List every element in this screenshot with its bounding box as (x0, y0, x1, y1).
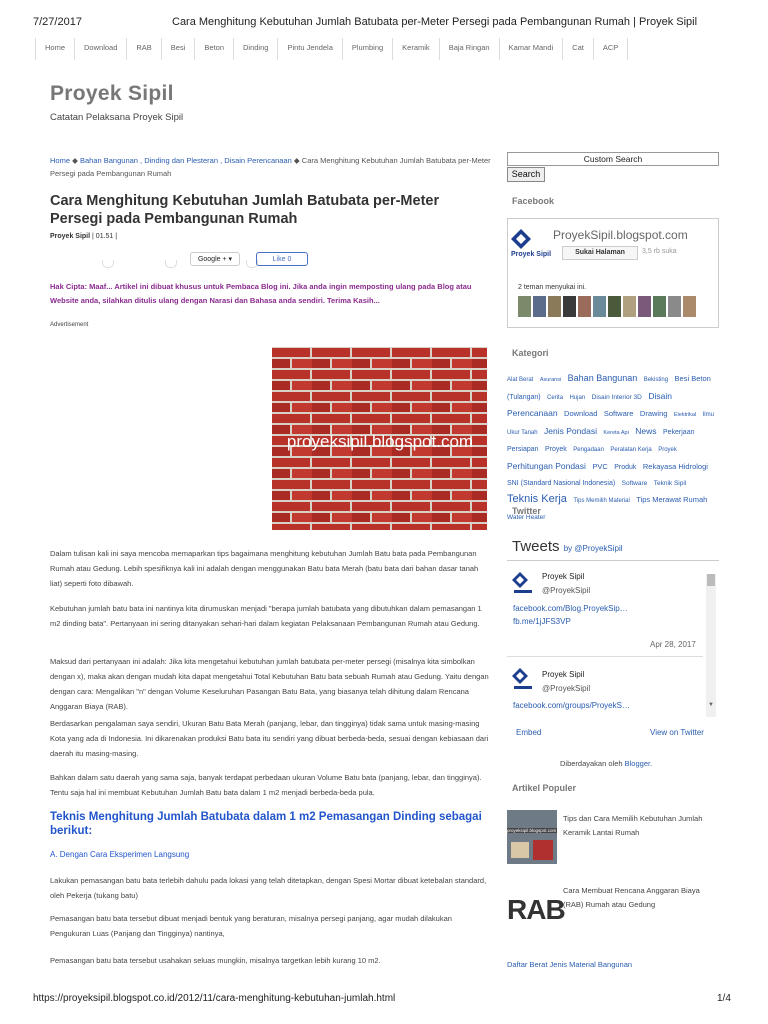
avatar[interactable] (518, 296, 531, 317)
category-label[interactable]: Pekerjaan Persiapan (507, 428, 695, 453)
blog-title[interactable]: Proyek Sipil (50, 82, 174, 105)
category-label[interactable]: Software (603, 409, 634, 418)
tweet-avatar-icon[interactable] (512, 572, 534, 596)
breadcrumb-current: Cara Menghitung Kebutuhan Jumlah Batubata per-Meter Persegi pada Pembangunan Rumah (50, 156, 491, 178)
facebook-friends-text: 2 teman menyukai ini. (518, 284, 587, 291)
breadcrumb (50, 154, 495, 180)
nav-item-pintu-jendela[interactable]: Pintu Jendela (278, 38, 342, 60)
tweet-link[interactable]: facebook.com/groups/ProyekS… (513, 701, 630, 710)
blog-description: Catatan Pelaksana Proyek Sipil (50, 112, 184, 123)
facebook-like-page-button[interactable]: Sukai Halaman (562, 246, 638, 260)
nav-item-acp[interactable]: ACP (594, 38, 628, 60)
view-on-twitter-link[interactable]: View on Twitter (650, 728, 704, 737)
share-placeholder-icon (102, 260, 114, 268)
popular-post-thumbnail[interactable]: proyeksipil.blogspot.com (507, 810, 557, 864)
post-paragraph: Pemasangan batu bata tersebut dibuat menjadi bentuk yang beraturan, misalnya persegi panjang, agar mudah dilakukan Pengukuran Luas (Panjang dan Tingginya) nantinya, (50, 914, 452, 938)
nav-item-plumbing[interactable]: Plumbing (343, 38, 393, 60)
twitter-embed-link[interactable]: Embed (516, 728, 542, 737)
category-label[interactable]: Ilmu Ukur Tanah (507, 412, 714, 436)
category-label[interactable]: Kereta Api (603, 429, 629, 436)
search-button[interactable]: Search (507, 167, 545, 182)
nav-item-baja-ringan[interactable]: Baja Ringan (440, 38, 500, 60)
avatar[interactable] (683, 296, 696, 317)
category-label[interactable]: Bekisting (643, 377, 669, 383)
powered-by: Diberdayakan oleh Blogger. (560, 759, 653, 768)
label-cloud (507, 370, 719, 525)
category-label[interactable]: Tips Merawat Rumah (636, 494, 708, 504)
post-meta (50, 233, 117, 240)
tweets-by-link[interactable]: by @ProyekSipil (563, 544, 623, 553)
nav-item-kamar-mandi[interactable]: Kamar Mandi (500, 38, 564, 60)
top-navigation (35, 38, 628, 60)
tweet-avatar-icon[interactable] (512, 668, 534, 692)
print-date: 7/27/2017 (33, 16, 82, 28)
nav-item-beton[interactable]: Beton (195, 38, 234, 60)
category-label[interactable]: Tips Memilih Material (573, 497, 630, 504)
category-label[interactable]: Alat Berat (507, 377, 534, 383)
popular-post-thumbnail[interactable]: RAB (507, 882, 557, 938)
post-paragraph: Bahkan dalam satu daerah yang sama saja, banyak terdapat perbedaan ukuran Volume Batu bata (panjang, lebar, dan tingginya). Tentu saja hal ini membuat Kebutuhan Jumlah Batu bata dalam 1 m2 menjadi berbeda-beda pula. (50, 773, 482, 797)
category-label[interactable]: Besi Beton (674, 374, 711, 383)
nav-item-keramik[interactable]: Keramik (393, 38, 440, 60)
popular-post-link[interactable]: Tips dan Cara Memilih Kebutuhan Jumlah Keramik Lantai Rumah (563, 814, 703, 837)
post-paragraph: Berdasarkan pengalaman saya sendiri, Ukuran Batu Bata Merah (panjang, lebar, dan tingginya) tidak sama untuk masing-masing Kota yang ada di Indonesia. Ini dikarenakan produksi Batu bata itu sendiri yang dibuat berbeda-beda, sesuai dengan kebiasaan dari daerah itu masing-masing. (50, 719, 489, 758)
tweet-link[interactable]: facebook.com/Blog.ProyekSip… (513, 604, 628, 613)
post-paragraph: Dalam tulisan kali ini saya mencoba memaparkan tips bagaimana menghitung kebutuhan Jumlah Batu bata pada Pembangunan Rumah atau Gedung. Lebih spesifiknya kali ini adalah dengan menggunakan Batu bata Merah (batu bata dari bahan dasar tanah liat) seperti foto dibawah. (50, 549, 479, 588)
post-time: | 01.51 | (92, 233, 118, 240)
nav-item-rab[interactable]: RAB (127, 38, 161, 60)
scroll-down-icon[interactable]: ▼ (708, 702, 714, 708)
breadcrumb-categories[interactable]: Bahan Bangunan , Dinding dan Plesteran , Disain Perencanaan (79, 156, 292, 165)
category-label[interactable]: Perhitungan Pondasi (507, 460, 586, 471)
category-label[interactable]: Hujan (569, 394, 586, 401)
print-footer-page: 1/4 (717, 993, 731, 1004)
category-label[interactable]: Disain Perencanaan (507, 390, 672, 418)
avatar[interactable] (533, 296, 546, 317)
avatar[interactable] (608, 296, 621, 317)
avatar[interactable] (653, 296, 666, 317)
proyek-sipil-logo: Proyek Sipil (511, 227, 551, 263)
category-label[interactable]: News (635, 425, 657, 436)
category-label[interactable]: (Tulangan) (507, 393, 541, 401)
category-label[interactable]: Teknis Kerja (507, 492, 567, 505)
post-author[interactable]: Proyek Sipil (50, 233, 91, 240)
category-label[interactable]: Peralatan Kerja (610, 447, 652, 453)
share-placeholder-icon (165, 260, 177, 268)
post-paragraph: Pemasangan batu bata tersebut usahakan seluas mungkin, misalnya targetkan lebih kurang 10 m2. (50, 956, 381, 965)
nav-item-cat[interactable]: Cat (563, 38, 594, 60)
category-label[interactable]: Cerita (547, 394, 564, 401)
category-label[interactable]: Drawing (639, 409, 668, 418)
avatar[interactable] (623, 296, 636, 317)
tweet-author-handle[interactable]: @ProyekSipil (542, 586, 591, 595)
share-bar (50, 252, 310, 268)
search-input[interactable]: Custom Search (507, 152, 719, 166)
category-label[interactable]: SNI (Standard Nasional Indonesia) (507, 480, 616, 487)
post-paragraph: Maksud dari pertanyaan ini adalah: Jika kita mengetahui kebutuhan jumlah batubata per-meter persegi (misalnya kita simbolkan dengan x), maka akan dengan mudah kita dapat mengetahui Total Kebutuhan Batu bata sebuah Rumah atau Gedung. Yaitu dengan dengan cara: Mengalikan "n" dengan Volume Keseluruhan Pasangan Batu Bata, yang biasanya telah dihitung dalam Rencana Anggaran Biaya (RAB). (50, 657, 489, 711)
category-label[interactable]: Teknik Sipil (653, 480, 687, 487)
avatar[interactable] (548, 296, 561, 317)
twitter-heading: Twitter (512, 506, 541, 516)
section-heading: Teknis Menghitung Jumlah Batubata dalam 1 m2 Pemasangan Dinding sebagai berikut: (50, 811, 482, 837)
tweet-divider (507, 656, 703, 657)
avatar[interactable] (578, 296, 591, 317)
category-label[interactable]: Produk (614, 463, 637, 471)
category-label[interactable]: Asuransi (539, 377, 562, 383)
popular-post-link[interactable]: Cara Membuat Rencana Anggaran Biaya (RAB) Rumah atau Gedung (563, 886, 700, 909)
category-label[interactable]: Rekayasa Hidrologi (642, 461, 708, 471)
popular-posts-heading: Artikel Populer (512, 783, 577, 793)
brick-wall-image (272, 347, 487, 530)
post-title[interactable]: Cara Menghitung Kebutuhan Jumlah Batubata per-Meter Persegi pada Pembangunan Rumah (50, 193, 440, 227)
copyright-notice: Hak Cipta: Maaf... Artikel ini dibuat khusus untuk Pembaca Blog ini. Jika anda ingin memposting ulang pada Blog atau Website anda, silahkan ditulis ulang dengan Narasi dan Bahasa anda sendiri. Terima Kasih... (50, 282, 472, 305)
breadcrumb-separator: ◆ (293, 156, 300, 165)
nav-item-besi[interactable]: Besi (162, 38, 196, 60)
facebook-like-button[interactable]: Like 0 (256, 252, 308, 266)
tweets-timeline-header (512, 538, 623, 555)
avatar[interactable] (638, 296, 651, 317)
nav-item-home[interactable]: Home (35, 38, 75, 60)
facebook-page-title[interactable]: ProyekSipil.blogspot.com (553, 228, 688, 242)
category-label[interactable]: Bahan Bangunan (567, 373, 638, 383)
tweet-author-handle[interactable]: @ProyekSipil (542, 684, 591, 693)
category-label[interactable]: Water Heater (507, 514, 546, 521)
advertisement-label: Advertisement (50, 322, 89, 328)
tweet-link[interactable]: fb.me/1jJFS3VP (513, 617, 571, 626)
category-label[interactable]: Pengadaan (573, 447, 604, 453)
nav-item-dinding[interactable]: Dinding (234, 38, 278, 60)
avatar[interactable] (563, 296, 576, 317)
category-label[interactable]: Jenis Pondasi (544, 425, 597, 436)
popular-post-link[interactable]: Daftar Berat Jenis Material Bangunan (507, 960, 633, 969)
image-watermark: proyeksipil.blogspot.com (286, 432, 474, 451)
tweets-title: Tweets (512, 538, 560, 555)
blogger-link[interactable]: Blogger. (624, 759, 653, 768)
tweet-author-name[interactable]: Proyek Sipil (542, 670, 585, 679)
avatar[interactable] (668, 296, 681, 317)
facebook-heading: Facebook (512, 196, 555, 206)
twitter-timeline[interactable] (507, 560, 719, 718)
kategori-heading: Kategori (512, 348, 549, 358)
tweet-date[interactable]: Apr 28, 2017 (650, 640, 696, 649)
category-label[interactable]: Proyek (544, 446, 567, 453)
post-paragraph: Kebutuhan jumlah batu bata ini nantinya kita dirumuskan menjadi "berapa jumlah batubata yang dibutuhkan dalam pemasangan 1 m2 dinding bata". Pertanyaan ini sering ditanyakan sehari-hari dalam kegiatan Pelaksanaan Pembangunan Rumah atau Gedung. (50, 604, 482, 628)
category-label[interactable]: Proyek (658, 447, 677, 453)
scrollbar-thumb[interactable] (707, 574, 715, 586)
nav-item-download[interactable]: Download (75, 38, 127, 60)
timeline-scrollbar[interactable] (706, 574, 716, 717)
google-plus-button[interactable]: Google + ▾ (190, 252, 240, 266)
category-label[interactable]: Disain Interior 3D (591, 393, 642, 401)
avatar[interactable] (593, 296, 606, 317)
category-label[interactable]: Software (621, 480, 648, 487)
tweet-author-name[interactable]: Proyek Sipil (542, 572, 585, 581)
category-label[interactable]: PVC (592, 461, 608, 471)
breadcrumb-home[interactable]: Home (50, 156, 71, 165)
facebook-like-count: 3,5 rb suka (642, 248, 677, 255)
post-paragraph: Lakukan pemasangan batu bata terlebih dahulu pada lokasi yang telah ditetapkan, dengan Spesi Mortar dibuat ketebalan standard, oleh Pekerja (tukang batu) (50, 876, 487, 900)
section-subheading: A. Dengan Cara Eksperimen Langsung (50, 850, 190, 859)
print-page-title: Cara Menghitung Kebutuhan Jumlah Batubata per-Meter Persegi pada Pembangunan Rumah | Proyek Sipil (172, 16, 698, 28)
category-label[interactable]: Elektrikal (673, 412, 697, 418)
print-footer-url: https://proyeksipil.blogspot.co.id/2012/11/cara-menghitung-kebutuhan-jumlah.html (33, 993, 396, 1004)
breadcrumb-separator: ◆ (72, 156, 78, 165)
category-label[interactable]: Download (564, 409, 598, 418)
facebook-fan-avatars (518, 296, 698, 317)
